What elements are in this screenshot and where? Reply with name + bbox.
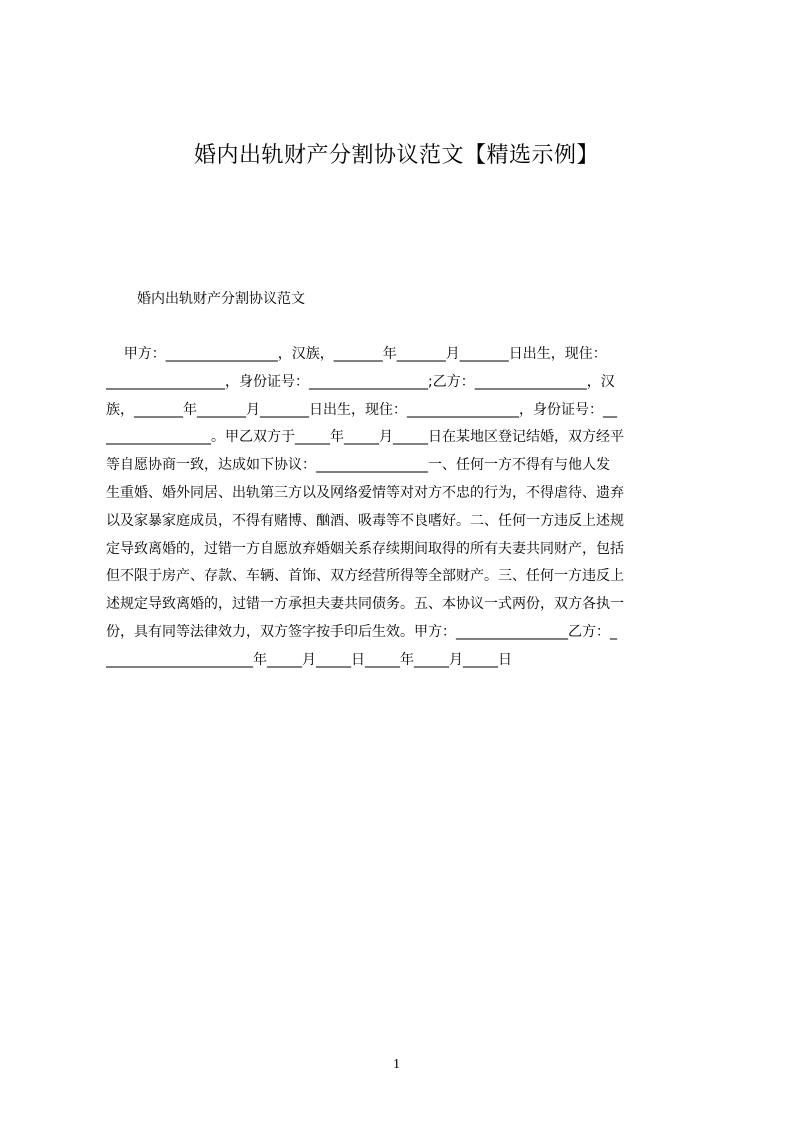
document-title: 婚内出轨财产分割协议范文【精选示例】 — [193, 143, 599, 168]
body-line-6: 生重婚、婚外同居、出轨第三方以及网络爱情等对对方不忠的行为，不得虐待、遗弃 — [106, 484, 624, 501]
body-line-8: 定导致离婚的，过错一方自愿放弃婚姻关系存续期间取得的所有夫妻共同财产，包括 — [106, 540, 624, 557]
page-number: 1 — [393, 1057, 400, 1072]
body-line-2: _________________，身份证号：_________________;乙方：________________，汉 — [106, 373, 615, 390]
body-line-5: 等自愿协商一致，达成如下协议：________________一、任何一方不得有与他人发 — [106, 457, 610, 474]
body-line-3: 族，_______年_______月_______日出生，现住：________________，身份证号：__ — [106, 401, 617, 418]
body-line-1: 甲方：________________，汉族，_______年_______月_______日出生，现住： — [106, 346, 607, 362]
body-line-12: _____________________年_____月_____日_____年_____月_____日 — [106, 651, 512, 668]
body-line-7: 以及家暴家庭成员，不得有赌博、酗酒、吸毒等不良嗜好。二、任何一方违反上述规 — [106, 512, 624, 529]
body-line-11: 份，具有同等法律效力，双方签字按手印后生效。甲方：________________乙方：_ — [106, 623, 617, 640]
body-line-4: _______________。甲乙双方于_____年_____月_____日在某地区登记结婚，双方经平 — [106, 429, 624, 446]
agreement-body — [106, 344, 698, 678]
body-line-10: 述规定导致离婚的，过错一方承担夫妻共同债务。五、本协议一式两份，双方各执一 — [106, 596, 624, 613]
body-line-9: 但不限于房产、存款、车辆、首饰、双方经营所得等全部财产。三、任何一方违反上 — [106, 568, 624, 585]
document-subtitle: 婚内出轨财产分割协议范文 — [137, 291, 305, 307]
